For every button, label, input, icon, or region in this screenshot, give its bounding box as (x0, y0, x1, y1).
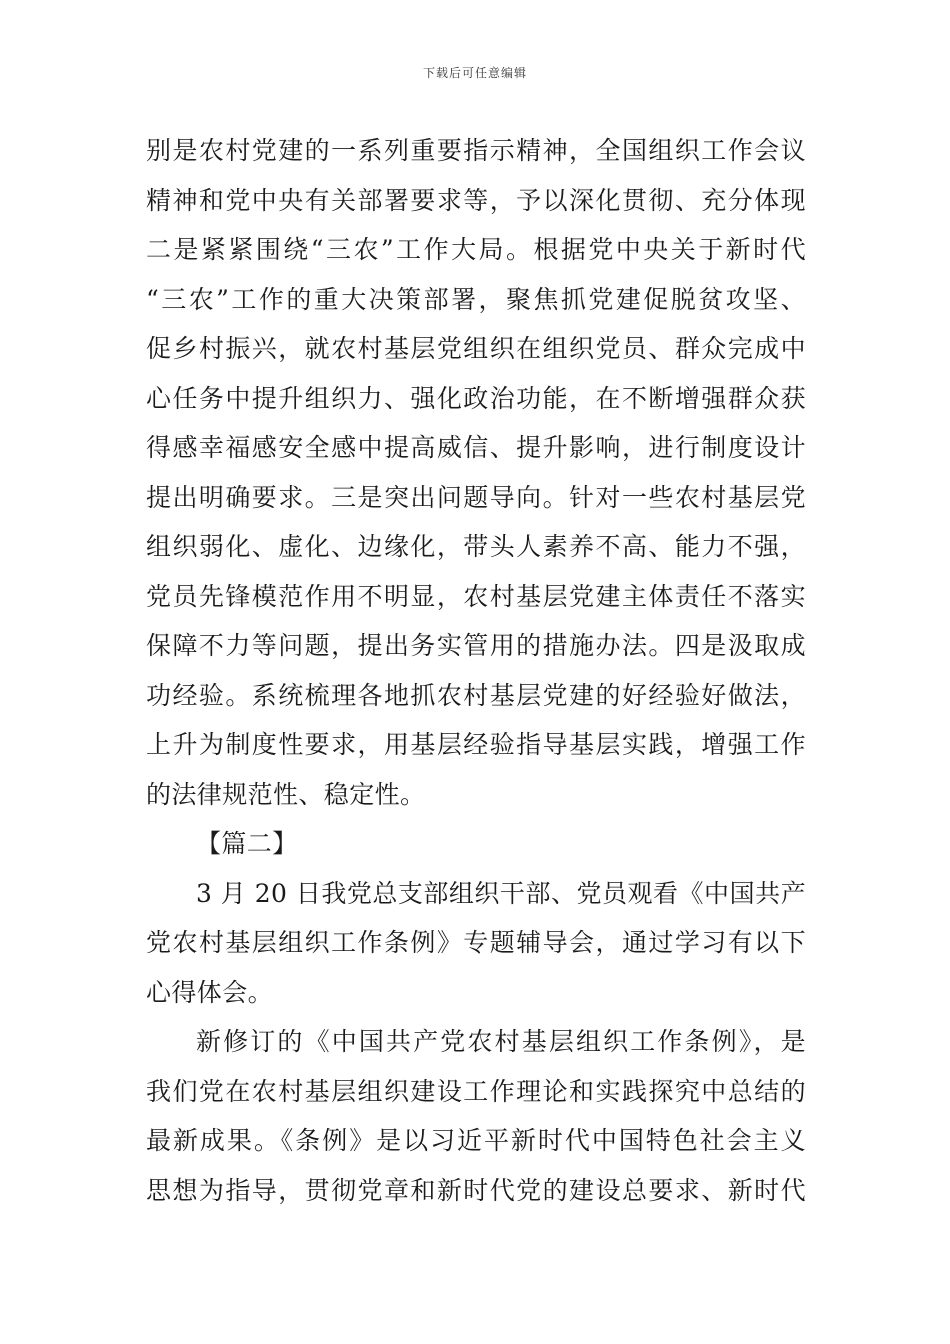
body-line: 功经验。系统梳理各地抓农村基层党建的好经验好做法， (146, 680, 806, 710)
body-line: 别是农村党建的一系列重要指示精神，全国组织工作会议 (146, 136, 806, 165)
body-line: 二是紧紧围绕“三农”工作大局。根据党中央关于新时代 (146, 235, 806, 264)
body-line: 的法律规范性、稳定性。 (146, 779, 426, 809)
body-line: 提出明确要求。三是突出问题导向。针对一些农村基层党 (146, 482, 806, 512)
section-heading: 【篇二】 (196, 829, 298, 858)
body-line: 组织弱化、虚化、边缘化，带头人素养不高、能力不强， (146, 532, 806, 561)
body-line: 保障不力等问题，提出务实管用的措施办法。四是汲取成 (146, 631, 806, 660)
document-body (146, 126, 806, 1215)
page-header: 下载后可任意编辑 (422, 66, 527, 80)
body-line: 最新成果。《条例》是以习近平新时代中国特色社会主义 (146, 1126, 806, 1155)
body-line: 我们党在农村基层组织建设工作理论和实践探究中总结的 (146, 1076, 806, 1106)
body-line: 党员先锋模范作用不明显，农村基层党建主体责任不落实 (146, 581, 806, 611)
body-line: 心得体会。 (146, 977, 274, 1007)
body-line: 精神和党中央有关部署要求等，予以深化贯彻、充分体现 (146, 185, 806, 215)
body-line: 上升为制度性要求，用基层经验指导基层实践，增强工作 (146, 730, 806, 759)
body-line: 得感幸福感安全感中提高威信、提升影响，进行制度设计 (146, 433, 806, 462)
body-line: 促乡村振兴，就农村基层党组织在组织党员、群众完成中 (146, 334, 806, 363)
body-line: 新修订的《中国共产党农村基层组织工作条例》，是 (196, 1027, 806, 1056)
body-line: 3 月 20 日我党总支部组织干部、党员观看《中国共产 (196, 878, 806, 908)
body-line: 思想为指导，贯彻党章和新时代党的建设总要求、新时代 (146, 1175, 806, 1205)
body-line: “三农”工作的重大决策部署，聚焦抓党建促脱贫攻坚、 (146, 284, 806, 314)
body-line: 心任务中提升组织力、强化政治功能，在不断增强群众获 (146, 383, 806, 413)
body-line: 党农村基层组织工作条例》专题辅导会，通过学习有以下 (146, 928, 806, 957)
